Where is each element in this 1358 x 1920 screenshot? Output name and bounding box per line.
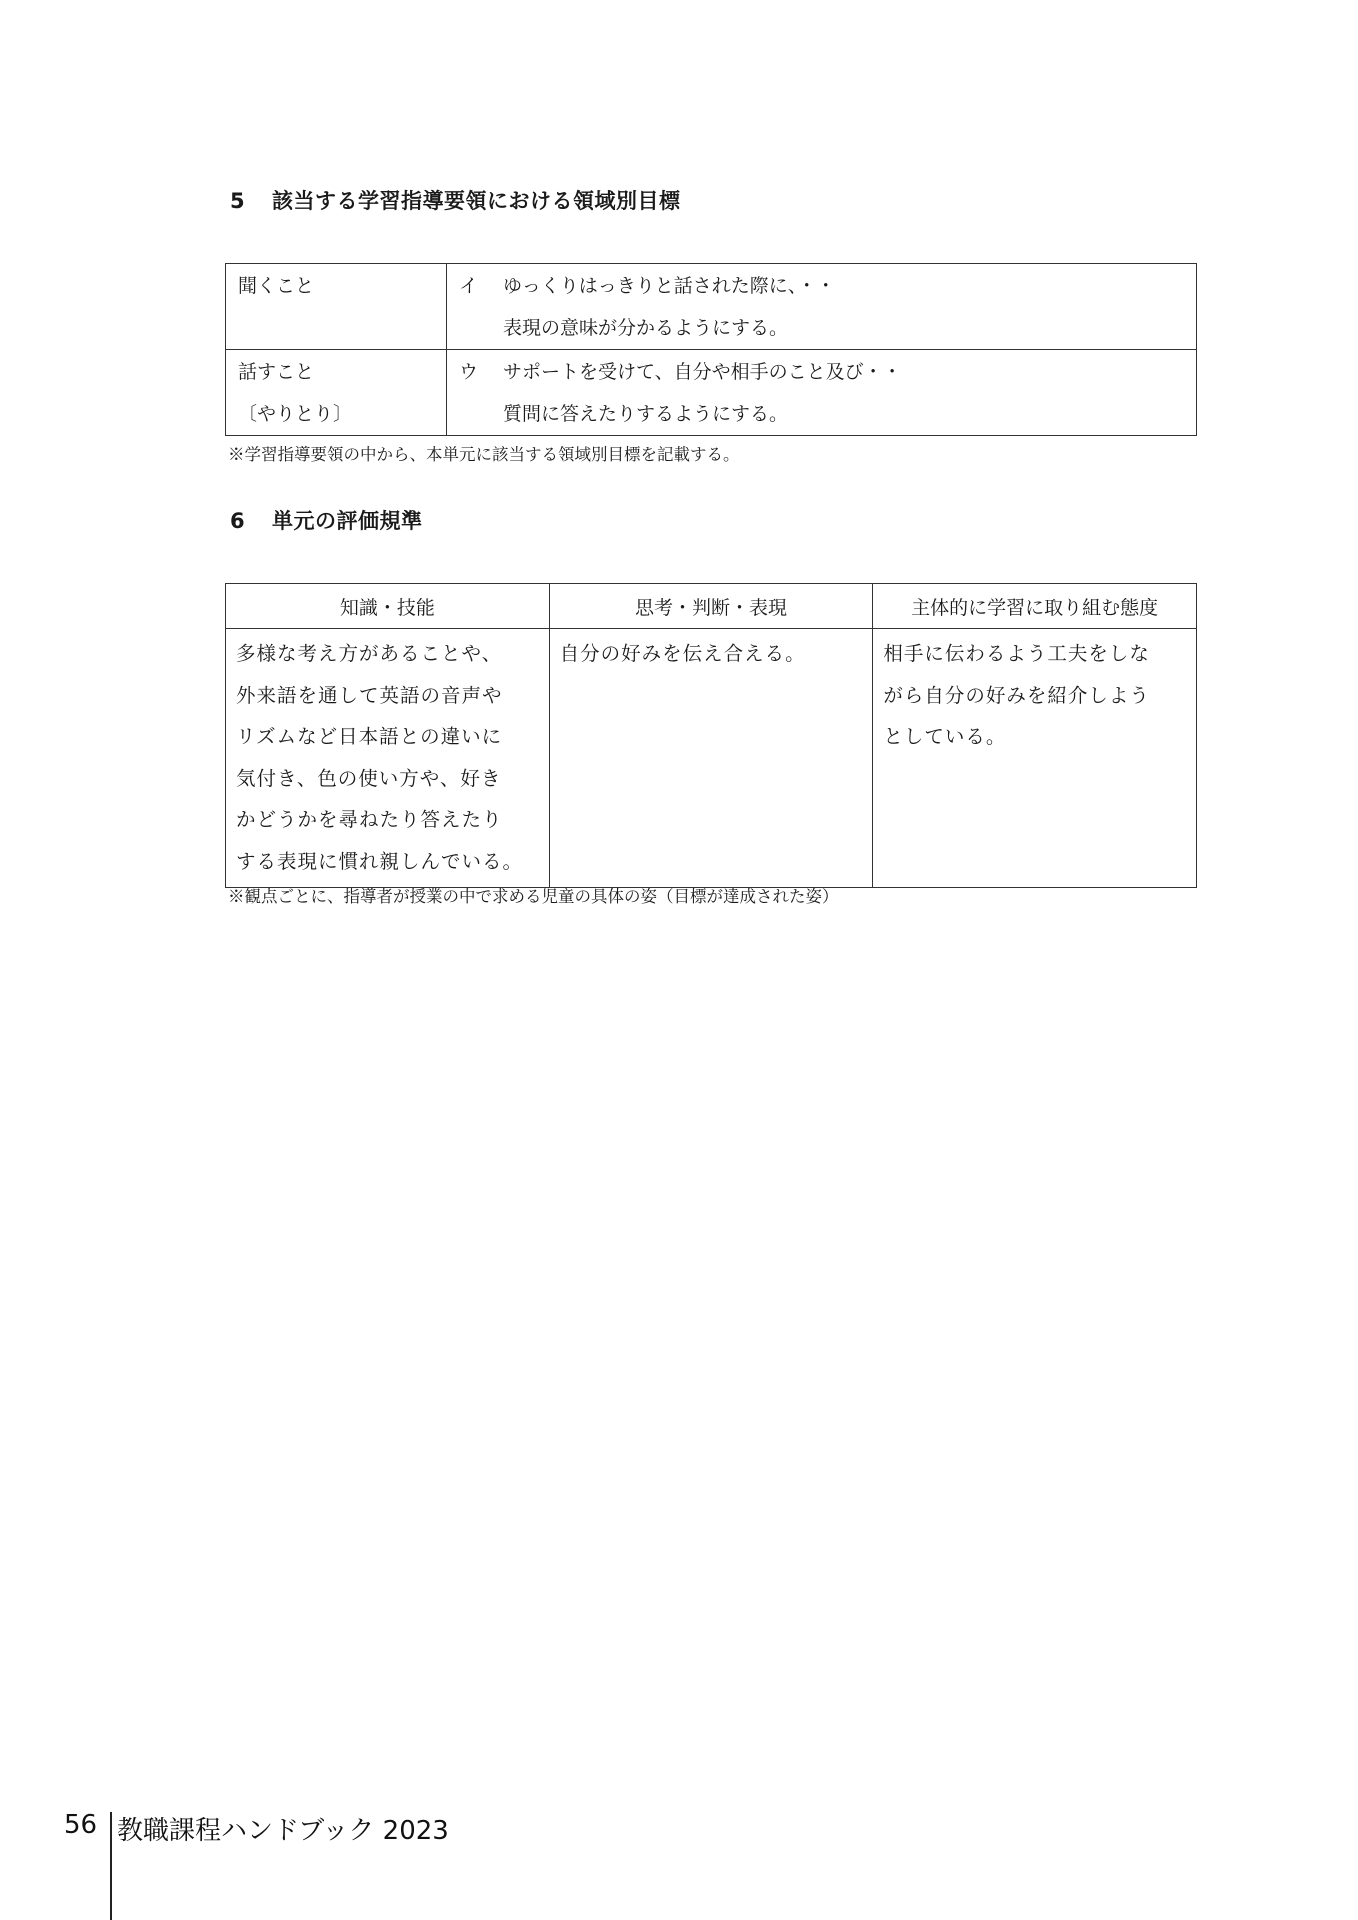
section-title: 該当する学習指導要領における領域別目標: [272, 189, 681, 213]
cell-line: としている。: [883, 725, 1007, 748]
section-title: 単元の評価規準: [272, 509, 423, 533]
area-cell: [226, 264, 447, 350]
goal-cell: [447, 264, 1197, 350]
section-5-heading: [230, 185, 681, 215]
page-number: 56: [64, 1810, 98, 1840]
section-number: 5: [230, 189, 246, 213]
cell-line: リズムなど日本語との違いに: [236, 725, 503, 748]
page-footer: [64, 1810, 449, 1846]
area-cell: [226, 350, 447, 436]
section-6-heading: [230, 505, 423, 535]
goal-cell: [447, 350, 1197, 436]
header-knowledge-skills: 知識・技能: [226, 584, 550, 629]
cell-line: 多様な考え方があることや、: [236, 642, 503, 665]
criteria-cell-knowledge: [226, 629, 550, 888]
criteria-cell-thinking: [549, 629, 873, 888]
cell-line: 相手に伝わるよう工夫をしな: [883, 642, 1150, 665]
goal-mark: イ: [459, 275, 479, 297]
goal-text-line: 質問に答えたりするようにする。: [503, 403, 789, 425]
goal-text-line: ゆっくりはっきりと話された際に、・・: [503, 275, 836, 297]
footer-divider: [110, 1812, 112, 1920]
table-row: [226, 629, 1197, 888]
section-6-note: ※観点ごとに、指導者が授業の中で求める児童の具体の姿（目標が達成された姿）: [228, 887, 839, 906]
cell-line: がら自分の好みを紹介しよう: [883, 683, 1150, 707]
goal-text-line: 表現の意味が分かるようにする。: [503, 317, 789, 339]
table-row: [226, 264, 1197, 350]
header-attitude: 主体的に学習に取り組む態度: [873, 584, 1197, 629]
goal-text-line: サポートを受けて、自分や相手のこと及び・・: [503, 361, 902, 383]
criteria-cell-attitude: [873, 629, 1197, 888]
area-label: 聞くこと: [238, 275, 315, 297]
header-thinking-judgment: 思考・判断・表現: [549, 584, 873, 629]
goal-mark: ウ: [459, 361, 479, 383]
area-label: 話すこと: [238, 361, 315, 383]
cell-line: 自分の好みを伝え合える。: [559, 642, 806, 665]
cell-line: 気付き、色の使い方や、好き: [236, 766, 502, 790]
cell-line: する表現に慣れ親しんでいる。: [236, 849, 524, 873]
cell-line: 外来語を通して英語の音声や: [236, 683, 503, 707]
footer-title: 教職課程ハンドブック 2023: [117, 1816, 449, 1846]
section-number: 6: [230, 509, 246, 533]
area-sublabel: 〔やりとり〕: [238, 403, 353, 425]
table-row: [226, 350, 1197, 436]
section-5-note: ※学習指導要領の中から、本単元に該当する領域別目標を記載する。: [228, 445, 740, 464]
table-header-row: [226, 584, 1197, 629]
domain-goals-table: [225, 263, 1197, 436]
evaluation-criteria-table: [225, 583, 1197, 888]
cell-line: かどうかを尋ねたり答えたり: [236, 808, 503, 831]
